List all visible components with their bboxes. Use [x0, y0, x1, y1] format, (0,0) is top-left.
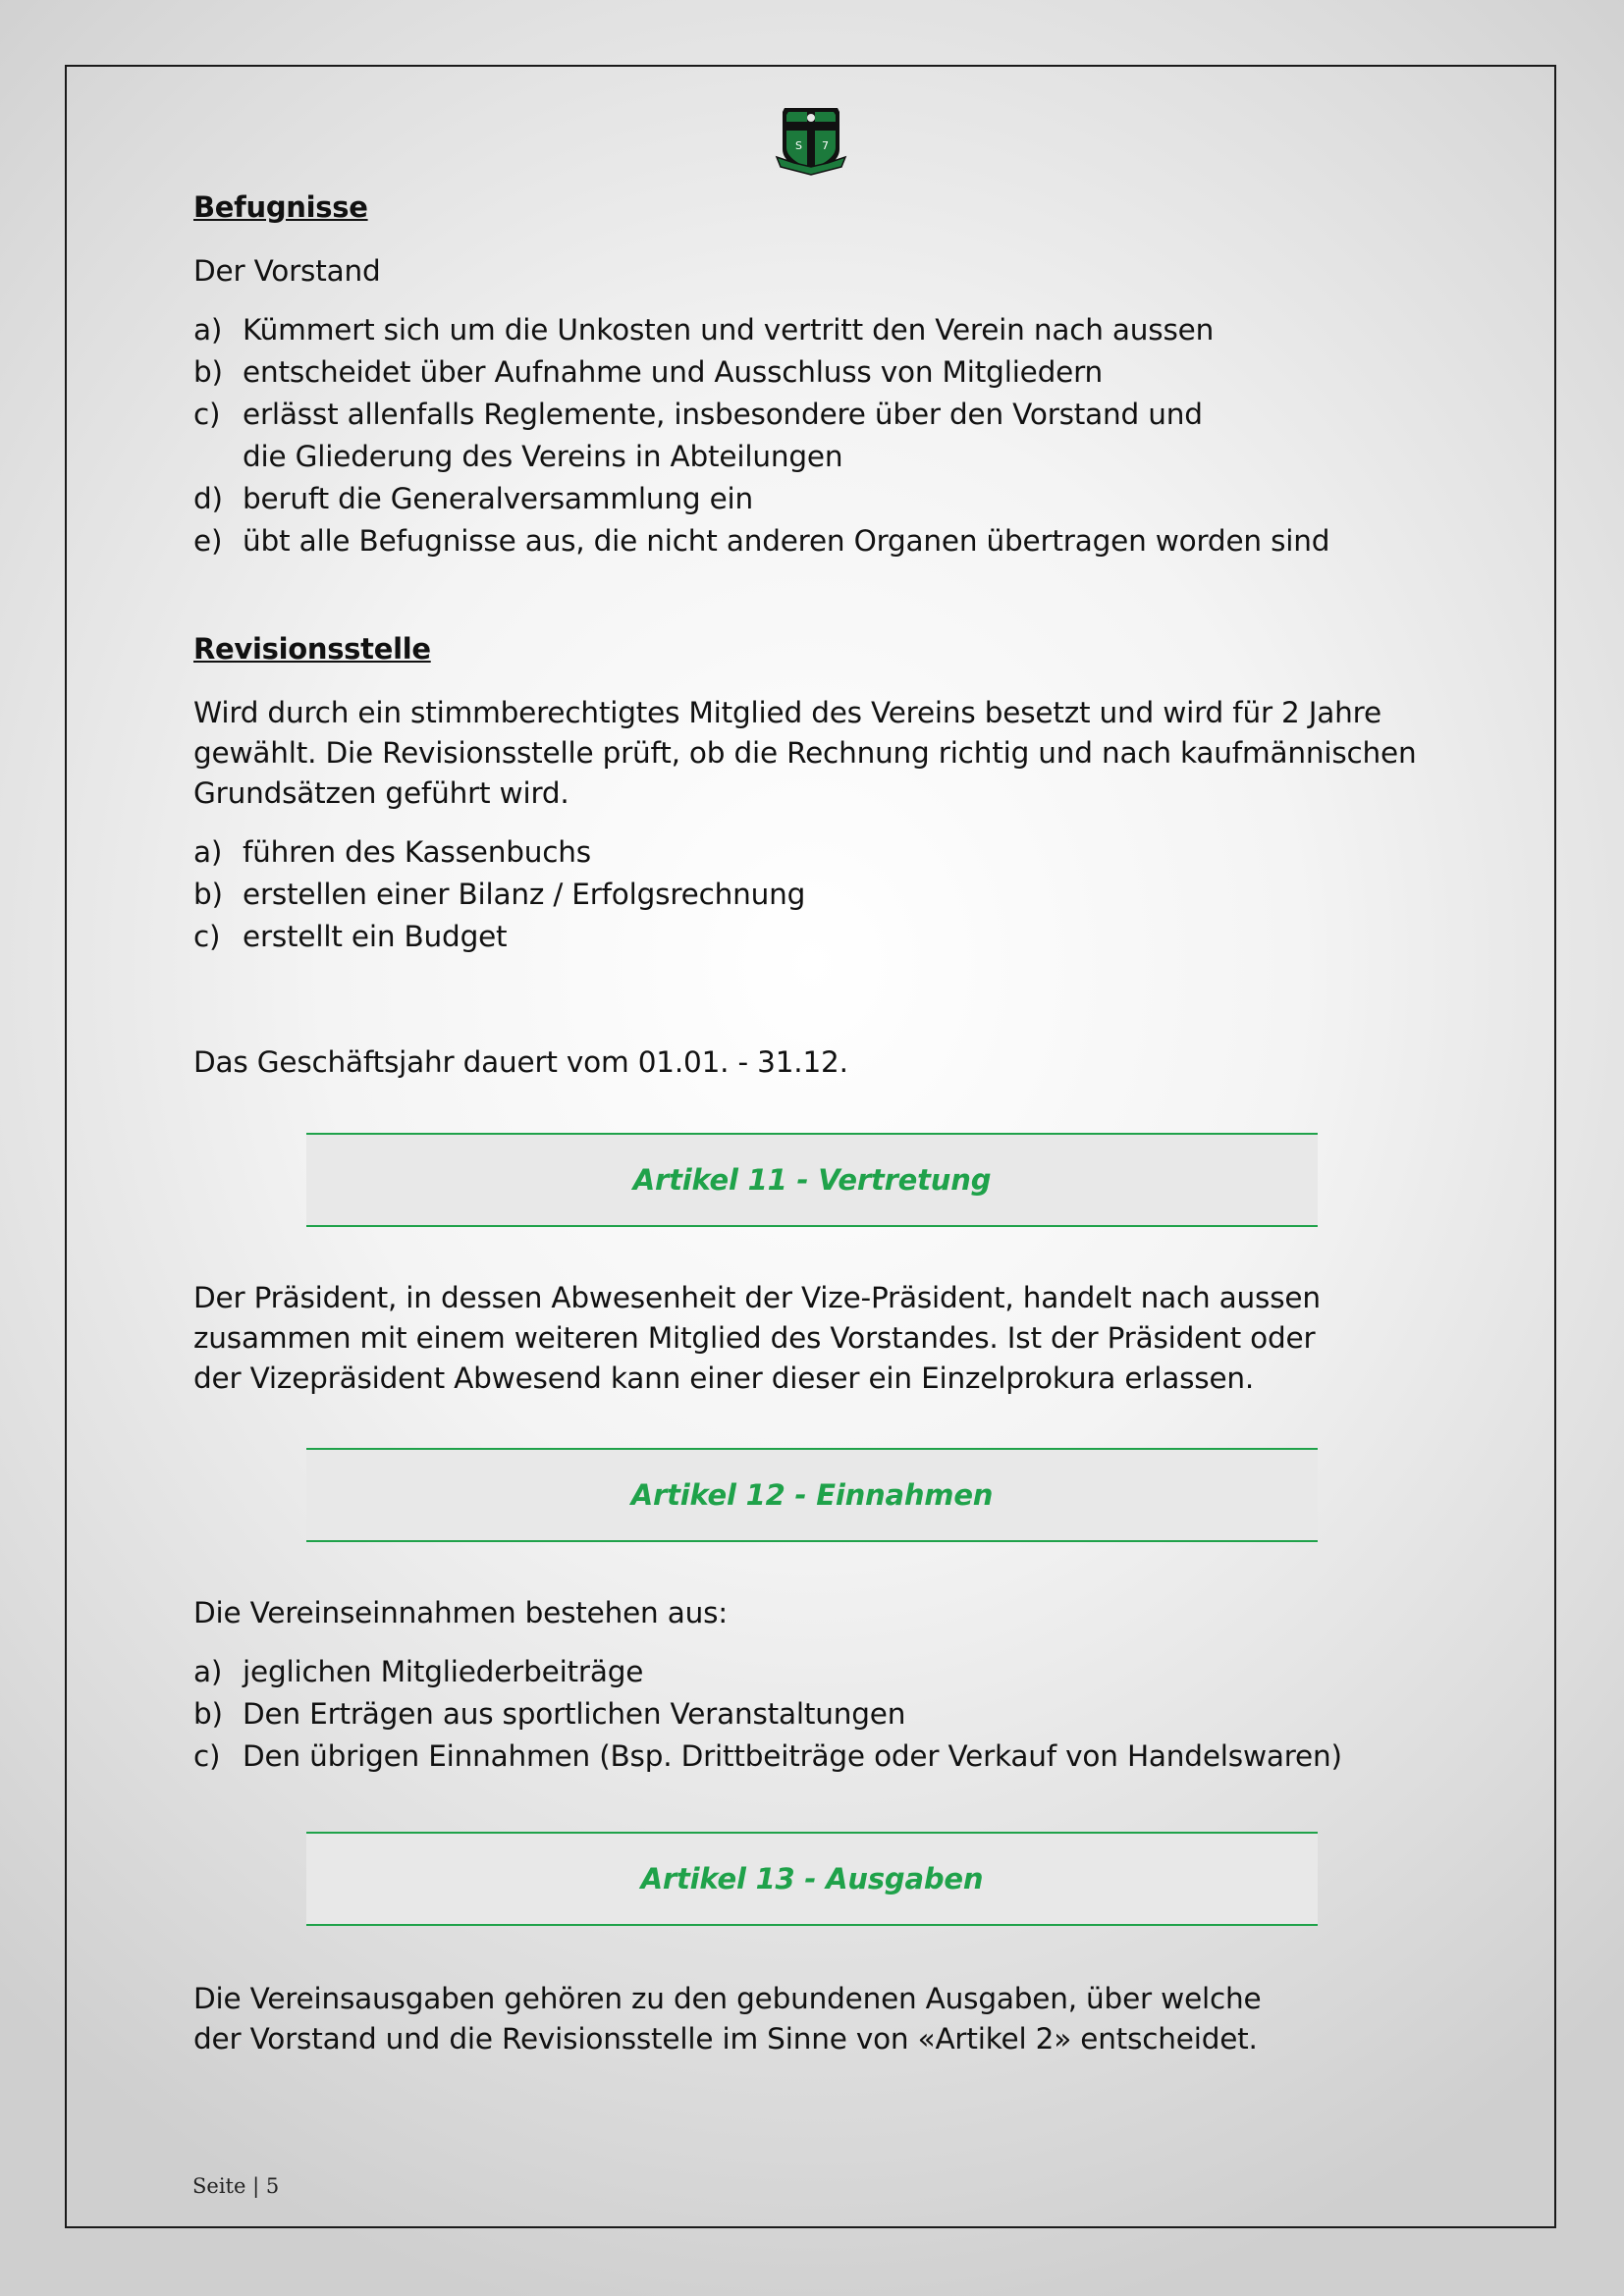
- list-text: Kümmert sich um die Unkosten und vertritt den Verein nach aussen: [243, 313, 1215, 347]
- list-marker: b): [193, 878, 223, 911]
- list-item: [193, 478, 1450, 520]
- list-item: [193, 394, 1450, 478]
- list-marker: a): [193, 835, 223, 869]
- list-marker: c): [193, 920, 221, 953]
- article-12-list: [193, 1651, 1450, 1778]
- list-text: erstellen einer Bilanz / Erfolgsrechnung: [243, 878, 806, 911]
- list-text: führen des Kassenbuchs: [243, 835, 591, 869]
- list-text: übt alle Befugnisse aus, die nicht anderen Organen übertragen worden sind: [243, 524, 1330, 558]
- list-text: erstellt ein Budget: [243, 920, 508, 953]
- befugnisse-list: [193, 309, 1450, 562]
- list-marker: b): [193, 1697, 223, 1731]
- list-item: [193, 874, 1450, 916]
- list-item: [193, 831, 1450, 874]
- article-11-banner: [306, 1133, 1318, 1227]
- club-crest-icon: [771, 98, 851, 179]
- list-text: jeglichen Mitgliederbeiträge: [243, 1655, 644, 1688]
- list-marker: a): [193, 313, 223, 347]
- list-text: beruft die Generalversammlung ein: [243, 482, 754, 515]
- page-number: Seite | 5: [192, 2174, 280, 2198]
- article-12-title: Artikel 12 - Einnahmen: [630, 1478, 994, 1512]
- befugnisse-intro: Der Vorstand: [193, 254, 381, 288]
- revisionsstelle-heading: Revisionsstelle: [193, 632, 431, 666]
- geschaeftsjahr-text: Das Geschäftsjahr dauert vom 01.01. - 31.12.: [193, 1045, 848, 1079]
- revisionsstelle-intro: Wird durch ein stimmberechtigtes Mitglied des Vereins besetzt und wird für 2 Jahre gewählt. Die Revisionsstelle prüft, ob die Rechnung richtig und nach kaufmännischen Grundsätzen geführt wird.: [193, 696, 1417, 810]
- article-13-title: Artikel 13 - Ausgaben: [640, 1862, 984, 1896]
- list-item: [193, 351, 1450, 394]
- list-item: [193, 309, 1450, 351]
- article-12-section: [193, 1593, 1450, 1795]
- list-item: [193, 916, 1450, 958]
- list-marker: c): [193, 1739, 221, 1773]
- article-11-body: Der Präsident, in dessen Abwesenheit der Vize-Präsident, handelt nach aussen zusammen mit einem weiteren Mitglied des Vorstandes. Ist der Präsident oder der Vizepräsident Abwesend kann einer dieser ein Einzelprokura erlassen.: [193, 1281, 1321, 1395]
- list-marker: b): [193, 355, 223, 389]
- article-12-banner: [306, 1448, 1318, 1542]
- svg-text:7: 7: [822, 139, 829, 152]
- list-text: erlässt allenfalls Reglemente, insbesondere über den Vorstand und die Gliederung des Vereins in Abteilungen: [243, 398, 1203, 473]
- list-item: [193, 1651, 1450, 1693]
- list-item: [193, 520, 1450, 562]
- list-item: [193, 1735, 1450, 1778]
- list-marker: a): [193, 1655, 223, 1688]
- befugnisse-section: [193, 187, 1450, 580]
- list-text: entscheidet über Aufnahme und Ausschluss von Mitgliedern: [243, 355, 1104, 389]
- revisionsstelle-list: [193, 831, 1450, 958]
- article-11-title: Artikel 11 - Vertretung: [632, 1163, 992, 1197]
- article-12-intro: Die Vereinseinnahmen bestehen aus:: [193, 1596, 729, 1629]
- list-text: Den Erträgen aus sportlichen Veranstaltungen: [243, 1697, 906, 1731]
- list-marker: c): [193, 398, 221, 431]
- article-13-body: Die Vereinsausgaben gehören zu den gebundenen Ausgaben, über welche der Vorstand und die Revisionsstelle im Sinne von «Artikel 2» entscheidet.: [193, 1982, 1262, 2056]
- svg-text:S: S: [795, 139, 802, 152]
- befugnisse-heading: Befugnisse: [193, 190, 368, 224]
- list-marker: d): [193, 482, 223, 515]
- list-text: Den übrigen Einnahmen (Bsp. Drittbeiträge oder Verkauf von Handelswaren): [243, 1739, 1342, 1773]
- list-item: [193, 1693, 1450, 1735]
- revisionsstelle-section: [193, 628, 1450, 976]
- list-marker: e): [193, 524, 223, 558]
- article-13-banner: [306, 1832, 1318, 1926]
